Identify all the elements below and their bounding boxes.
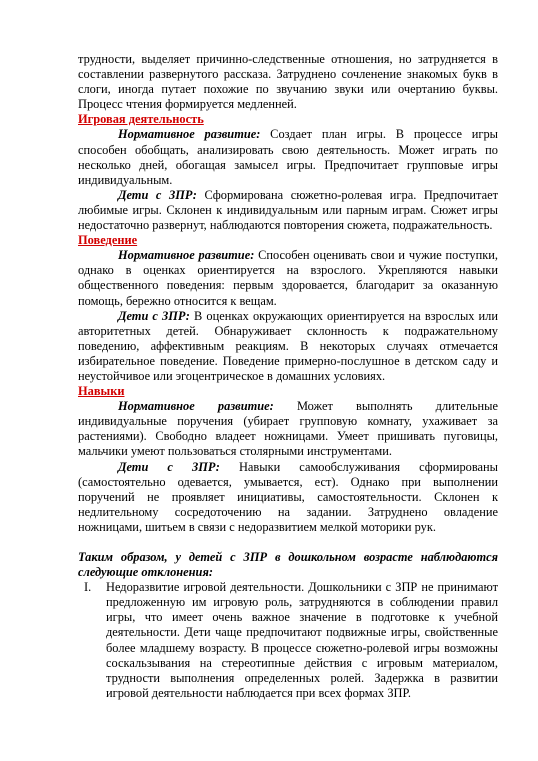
section-behavior — [78, 233, 498, 384]
conclusion-heading: Таким образом, у детей с ЗПР в дошкольном возрасте наблюдаются следующие отклонения: — [78, 550, 498, 580]
intro-paragraph: трудности, выделяет причинно-следственные отношения, но затрудняется в составлении развернутого рассказа. Затруднено сочленение знакомых букв в слоги, иногда путает похожие по звучанию звуки или очертанию буквы. Процесс чтения формируется медленней. — [78, 52, 498, 112]
normative-text: Способен оценивать свои и чужие поступки, однако в оценках ориентируется на взрослого. Укрепляются навыки общественного поведения: первым здоровается, благодарит за оказанную помощь, бережно относится к вещам. — [78, 248, 499, 308]
normative-label: Нормативное развитие: — [118, 127, 261, 142]
section-heading: Поведение — [78, 233, 138, 248]
zpr-paragraph — [78, 188, 498, 233]
normative-paragraph — [78, 248, 498, 308]
zpr-label: Дети с ЗПР: — [118, 459, 220, 474]
zpr-label: Дети с ЗПР: — [118, 308, 190, 323]
normative-label: Нормативное развитие: — [118, 399, 274, 414]
zpr-paragraph — [78, 460, 498, 535]
spacer — [78, 535, 498, 550]
deviations-list — [78, 580, 498, 701]
normative-text: Может выполнять длительные индивидуальные поручения (убирает групповую комнату, ухаживает за растениями). Свободно владеет ножницами. Умеет пришивать пуговицы, мальчики умеют пользоваться столярными инструментами. — [78, 399, 498, 459]
section-play — [78, 112, 498, 233]
normative-paragraph — [78, 127, 498, 187]
normative-paragraph — [78, 399, 498, 459]
list-item-number: I. — [84, 580, 92, 595]
zpr-text: Сформирована сюжетно-ролевая игра. Предпочитает любимые игры. Склонен к индивидуальным или парным играм. Сюжет игры недостаточно развернут, наблюдаются повторения сюжета, подражательность. — [78, 187, 498, 233]
section-heading: Игровая деятельность — [78, 112, 204, 127]
list-item — [78, 580, 498, 701]
zpr-paragraph — [78, 309, 498, 384]
list-item-text: Недоразвитие игровой деятельности. Дошкольники с ЗПР не принимают предложенную им игровую роль, затрудняются в соблюдении правил игры, что имеет очень важное значение в подготовке к учебной деятельности. Дети чаще предпочитают подвижные игры, свойственные более младшему возрасту. В процессе сюжетно-ролевой игры возможны соскальзывания на стереотипные действия с игровым материалом, трудности выполнения определенных ролей. Задержка в развитии игровой деятельности наблюдается при всех формах ЗПР. — [106, 580, 498, 700]
normative-label: Нормативное развитие: — [118, 248, 255, 263]
zpr-text: Навыки самообслуживания сформированы (самостоятельно одевается, умывается, ест). Однако при выполнении поручений не проявляет инициативы, самостоятельности. Склонен к недлительному сосредоточению на задании. Затруднено овладение ножницами, шитьем в связи с недоразвитием мелкой моторики рук. — [78, 459, 498, 534]
zpr-text: В оценках окружающих ориентируется на взрослых или авторитетных детей. Обнаруживает склонность к подражательному поведению, аффективным реакциям. В некоторых случаях отмечается избирательное поведение. Поведение примерно-послушное в детском саду и неустойчивое или эгоцентрическое в домашних условиях. — [78, 308, 498, 383]
zpr-label: Дети с ЗПР: — [118, 187, 197, 202]
section-heading: Навыки — [78, 384, 125, 399]
normative-text: Создает план игры. В процессе игры способен обобщать, анализировать свою деятельность. Может играть по несколько дней, обогащая замысел игры. Предпочитает групповые игры индивидуальным. — [78, 127, 498, 187]
section-skills — [78, 384, 498, 535]
